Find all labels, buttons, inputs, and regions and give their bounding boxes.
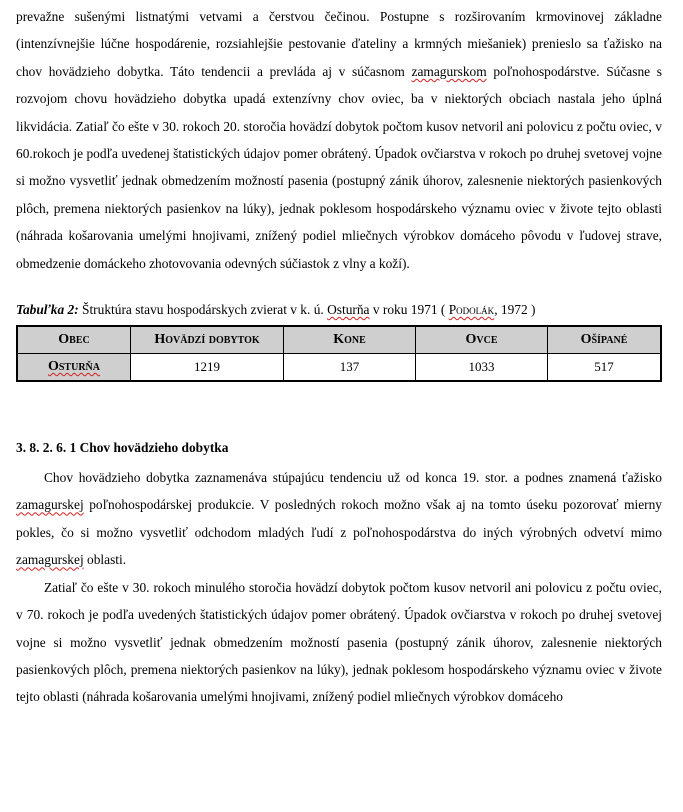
cell-hovadzi: 1219 — [131, 354, 284, 382]
header-kone: Kone — [284, 326, 416, 354]
header-obec: Obec — [17, 326, 131, 354]
document-page — [16, 0, 662, 711]
paragraph-sheep-decline: Zatiaľ čo ešte v 30. rokoch minulého storočia hovädzí dobytok počtom kusov netvoril ani polovicu z počtu oviec, v 70. rokoch je podľa uvedených štatistických údajov pomer obrátený. Úpadok ovčiarstva v rokoch po druhej svetovej vojne si možno vysvetliť jednak obmedzením možností pasenia (postupný zánik úhorov, zalesnenie niektorých pasienkových plôch, premena niektorých pasienkov na lúky), jednak poklesom hospodárskeho významu oviec v živote tejto oblasti (náhrada košarovania umelými hnojivami, znížený podiel mliečnych výrobkov domáceho — [16, 579, 662, 705]
paragraph-cattle-trend: Chov hovädzieho dobytka zaznamenáva stúpajúcu tendenciu už od konca 19. stor. a podnes znamená ťažisko zamagurskej poľnohospodárskej produkcie. V posledných rokoch možno však aj na tomto úseku pozorovať mierny pokles, čo si možno vysvetliť odchodom mladých ľudí z poľnohospodárstva do iných výrobných odvetví mimo zamagurskej oblasti. — [16, 470, 662, 568]
table-header-row — [17, 326, 661, 354]
caption-place: Osturňa — [327, 302, 370, 318]
table-caption — [16, 301, 662, 319]
caption-year-close: , 1972 ) — [494, 302, 536, 318]
cell-osipane: 517 — [548, 354, 662, 382]
flagged-word: zamagurskej — [16, 497, 84, 513]
flagged-word: zamagurskom — [411, 63, 487, 79]
cell-ovce: 1033 — [416, 354, 548, 382]
row-name: Osturňa — [17, 354, 131, 382]
paragraph-livestock-history: prevažne sušenými listnatými vetvami a čerstvou čečinou. Postupne s rozširovaním krmovinovej základne (intenzívnejšie lúčne hospodárenie, rozsiahlejšie pestovanie ďateliny a krmných miešaniek) prenieslo sa ťažisko na chov hovädzieho dobytka. Táto tendencii a prevláda aj v súčasnom zamagurskom poľnohospodárstve. Súčasne s rozvojom chovu hovädzieho dobytka upadá extenzívny chov oviec, ba v niektorých obciach nastala jeho úplná likvidácia. Zatiaľ čo ešte v 30. rokoch 20. storočia hovädzí dobytok počtom kusov netvoril ani polovicu z počtu oviec, v 60.rokoch je podľa uvedenej štatistických údajov pomer obrátený. Úpadok ovčiarstva v rokoch po druhej svetovej vojne si možno vysvetliť jednak obmedzením možností pasenia (postupný zánik úhorov, zalesnenie niektorých pasienkových plôch, premena niektorých pasienkov na lúky), jednak poklesom hospodárskeho významu oviec v živote tejto oblasti (náhrada košarovania umelými hnojivami, znížený podiel mliečnych výrobkov domáceho pôvodu v ľudovej strave, obmedzenie domáckeho zhotovovania odevných súčiastok z vlny a koží). — [16, 9, 662, 271]
section-heading: 3. 8. 2. 6. 1 Chov hovädzieho dobytka — [16, 440, 229, 456]
header-ovce: Ovce — [416, 326, 548, 354]
caption-label: Tabuľka 2: — [16, 302, 79, 318]
caption-text: Štruktúra stavu hospodárskych zvierat v k. ú. — [78, 302, 328, 318]
header-osipane: Ošípané — [548, 326, 662, 354]
cell-kone: 137 — [284, 354, 416, 382]
flagged-word: zamagurskej — [16, 552, 84, 568]
caption-year: v roku 1971 ( — [369, 302, 449, 318]
table-row — [17, 354, 661, 382]
header-hovadzi: Hovädzí dobytok — [131, 326, 284, 354]
livestock-table — [16, 325, 662, 382]
caption-author: Podolák — [448, 302, 495, 318]
